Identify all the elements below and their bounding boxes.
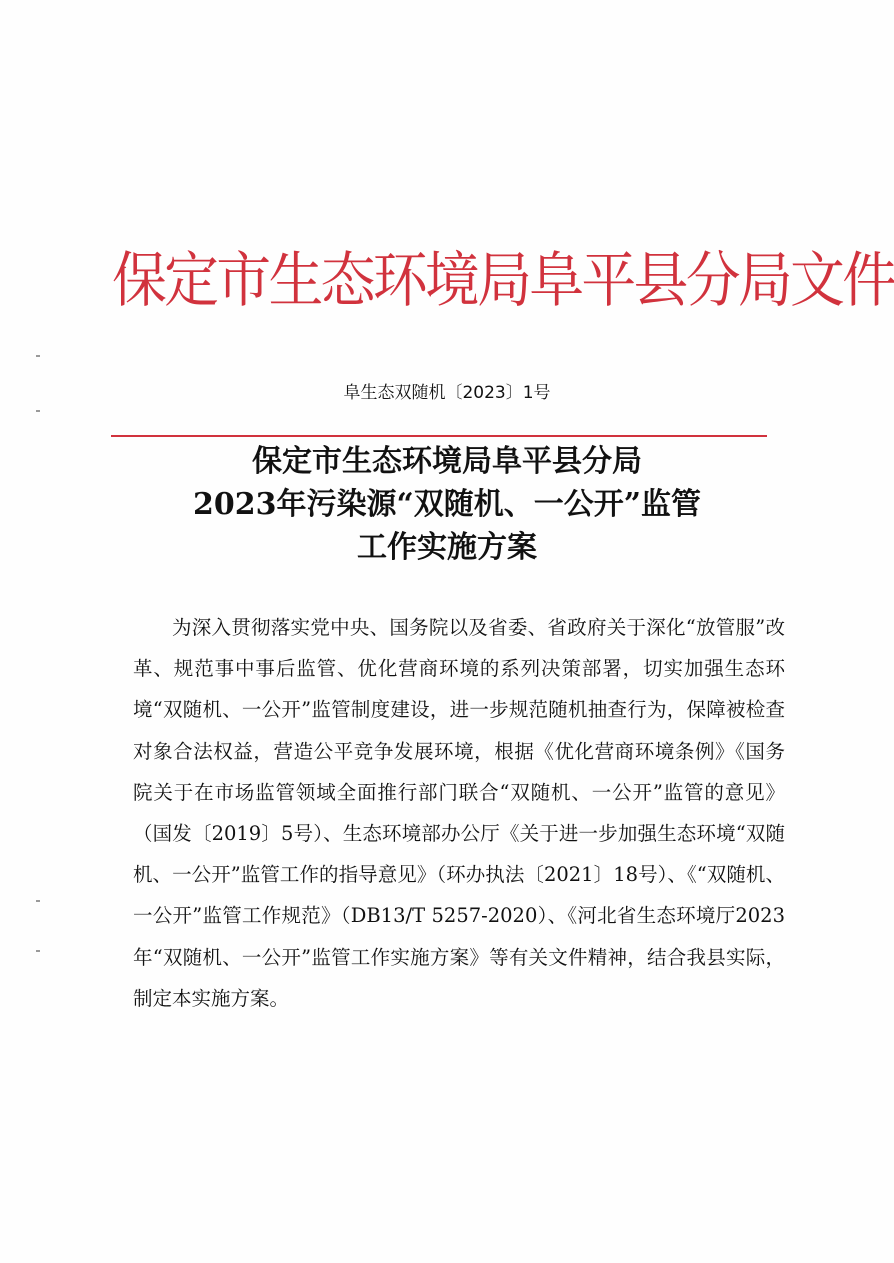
document-title-line-2: 2023年污染源“双随机、一公开”监管	[192, 487, 701, 522]
red-separator-line	[111, 435, 767, 437]
document-title-line-1: 保定市生态环境局阜平县分局	[252, 444, 642, 479]
body-paragraph: 为深入贯彻落实党中央、国务院以及省委、省政府关于深化“放管服”改革、规范事中事后监管、优化营商环境的系列决策部署，切实加强生态环境“双随机、一公开”监管制度建设，进一步规范随机抽查行为，保障被检查对象合法权益，营造公平竞争发展环境，根据《优化营商环境条例》《国务院关于在市场监管领域全面推行部门联合“双随机、一公开”监管的意见》（国发〔2019〕5号）、生态环境部办公厅《关于进一步加强生态环境“双随机、一公开”监管工作的指导意见》（环办执法〔2021〕18号）、《“双随机、一公开”监管工作规范》（DB13/T 5257-2020）、《河北省生态环境厅2023年“双随机、一公开”监管工作实施方案》等有关文件精神，结合我县实际，制定本实施方案。	[133, 616, 785, 1010]
issuer-header-title: 保定市生态环境局阜平县分局文件	[112, 246, 894, 316]
document-title-line-3: 工作实施方案	[357, 530, 537, 565]
scan-mark	[36, 410, 40, 412]
scan-mark	[36, 950, 40, 952]
scan-mark	[36, 900, 40, 902]
document-number: 阜生态双随机〔2023〕1号	[343, 383, 551, 403]
scan-mark	[36, 355, 40, 357]
